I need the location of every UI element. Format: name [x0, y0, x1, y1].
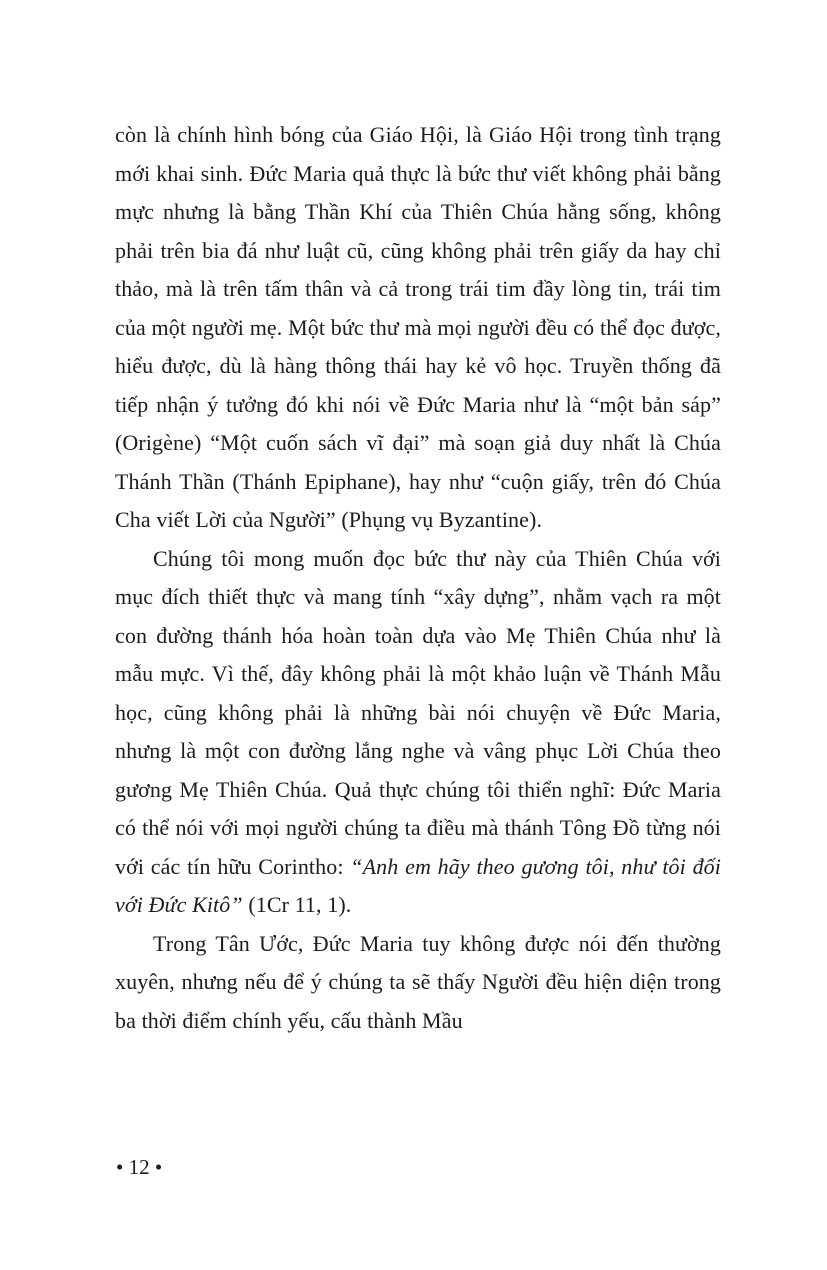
- text-run: Trong Tân Ước, Đức Maria tuy không được nói đến thường xuyên, nhưng nếu để ý chúng ta sẽ thấy Người đều hiện diện trong ba thời điểm chính yếu, cấu thành Mầu: [115, 930, 721, 1033]
- page-number: • 12 •: [116, 1155, 163, 1179]
- text-run: Chúng tôi mong muốn đọc bức thư này của Thiên Chúa với mục đích thiết thực và mang tính “xây dựng”, nhằm vạch ra một con đường thánh hóa hoàn toàn dựa vào Mẹ Thiên Chúa như là mẫu mực. Vì thế, đây không phải là một khảo luận về Thánh Mẫu học, cũng không phải là những bài nói chuyện về Đức Maria, nhưng là một con đường lắng nghe và vâng phục Lời Chúa theo gương Mẹ Thiên Chúa. Quả thực chúng tôi thiển nghĩ: Đức Maria có thể nói với mọi người chúng ta điều mà thánh Tông Đồ từng nói với các tín hữu Corintho:: [115, 545, 721, 879]
- paragraph: [115, 925, 721, 1041]
- text-block: [115, 116, 721, 1040]
- paragraph: [115, 116, 721, 540]
- text-run: (1Cr 11, 1).: [242, 892, 352, 917]
- italic-text-run: “Anh em hãy theo gương tôi, như tôi đối với Đức Kitô”: [115, 853, 721, 917]
- paragraph: [115, 540, 721, 925]
- text-run: còn là chính hình bóng của Giáo Hội, là Giáo Hội trong tình trạng mới khai sinh. Đức Maria quả thực là bức thư viết không phải bằng mực nhưng là bằng Thần Khí của Thiên Chúa hằng sống, không phải trên bia đá như luật cũ, cũng không phải trên giấy da hay chỉ thảo, mà là trên tấm thân và cả trong trái tim đầy lòng tin, trái tim của một người mẹ. Một bức thư mà mọi người đều có thể đọc được, hiểu được, dù là hàng thông thái hay kẻ vô học. Truyền thống đã tiếp nhận ý tưởng đó khi nói về Đức Maria như là “một bản sáp” (Origène) “Một cuốn sách vĩ đại” mà soạn giả duy nhất là Chúa Thánh Thần (Thánh Epiphane), hay như “cuộn giấy, trên đó Chúa Cha viết Lời của Người” (Phụng vụ Byzantine).: [115, 122, 721, 532]
